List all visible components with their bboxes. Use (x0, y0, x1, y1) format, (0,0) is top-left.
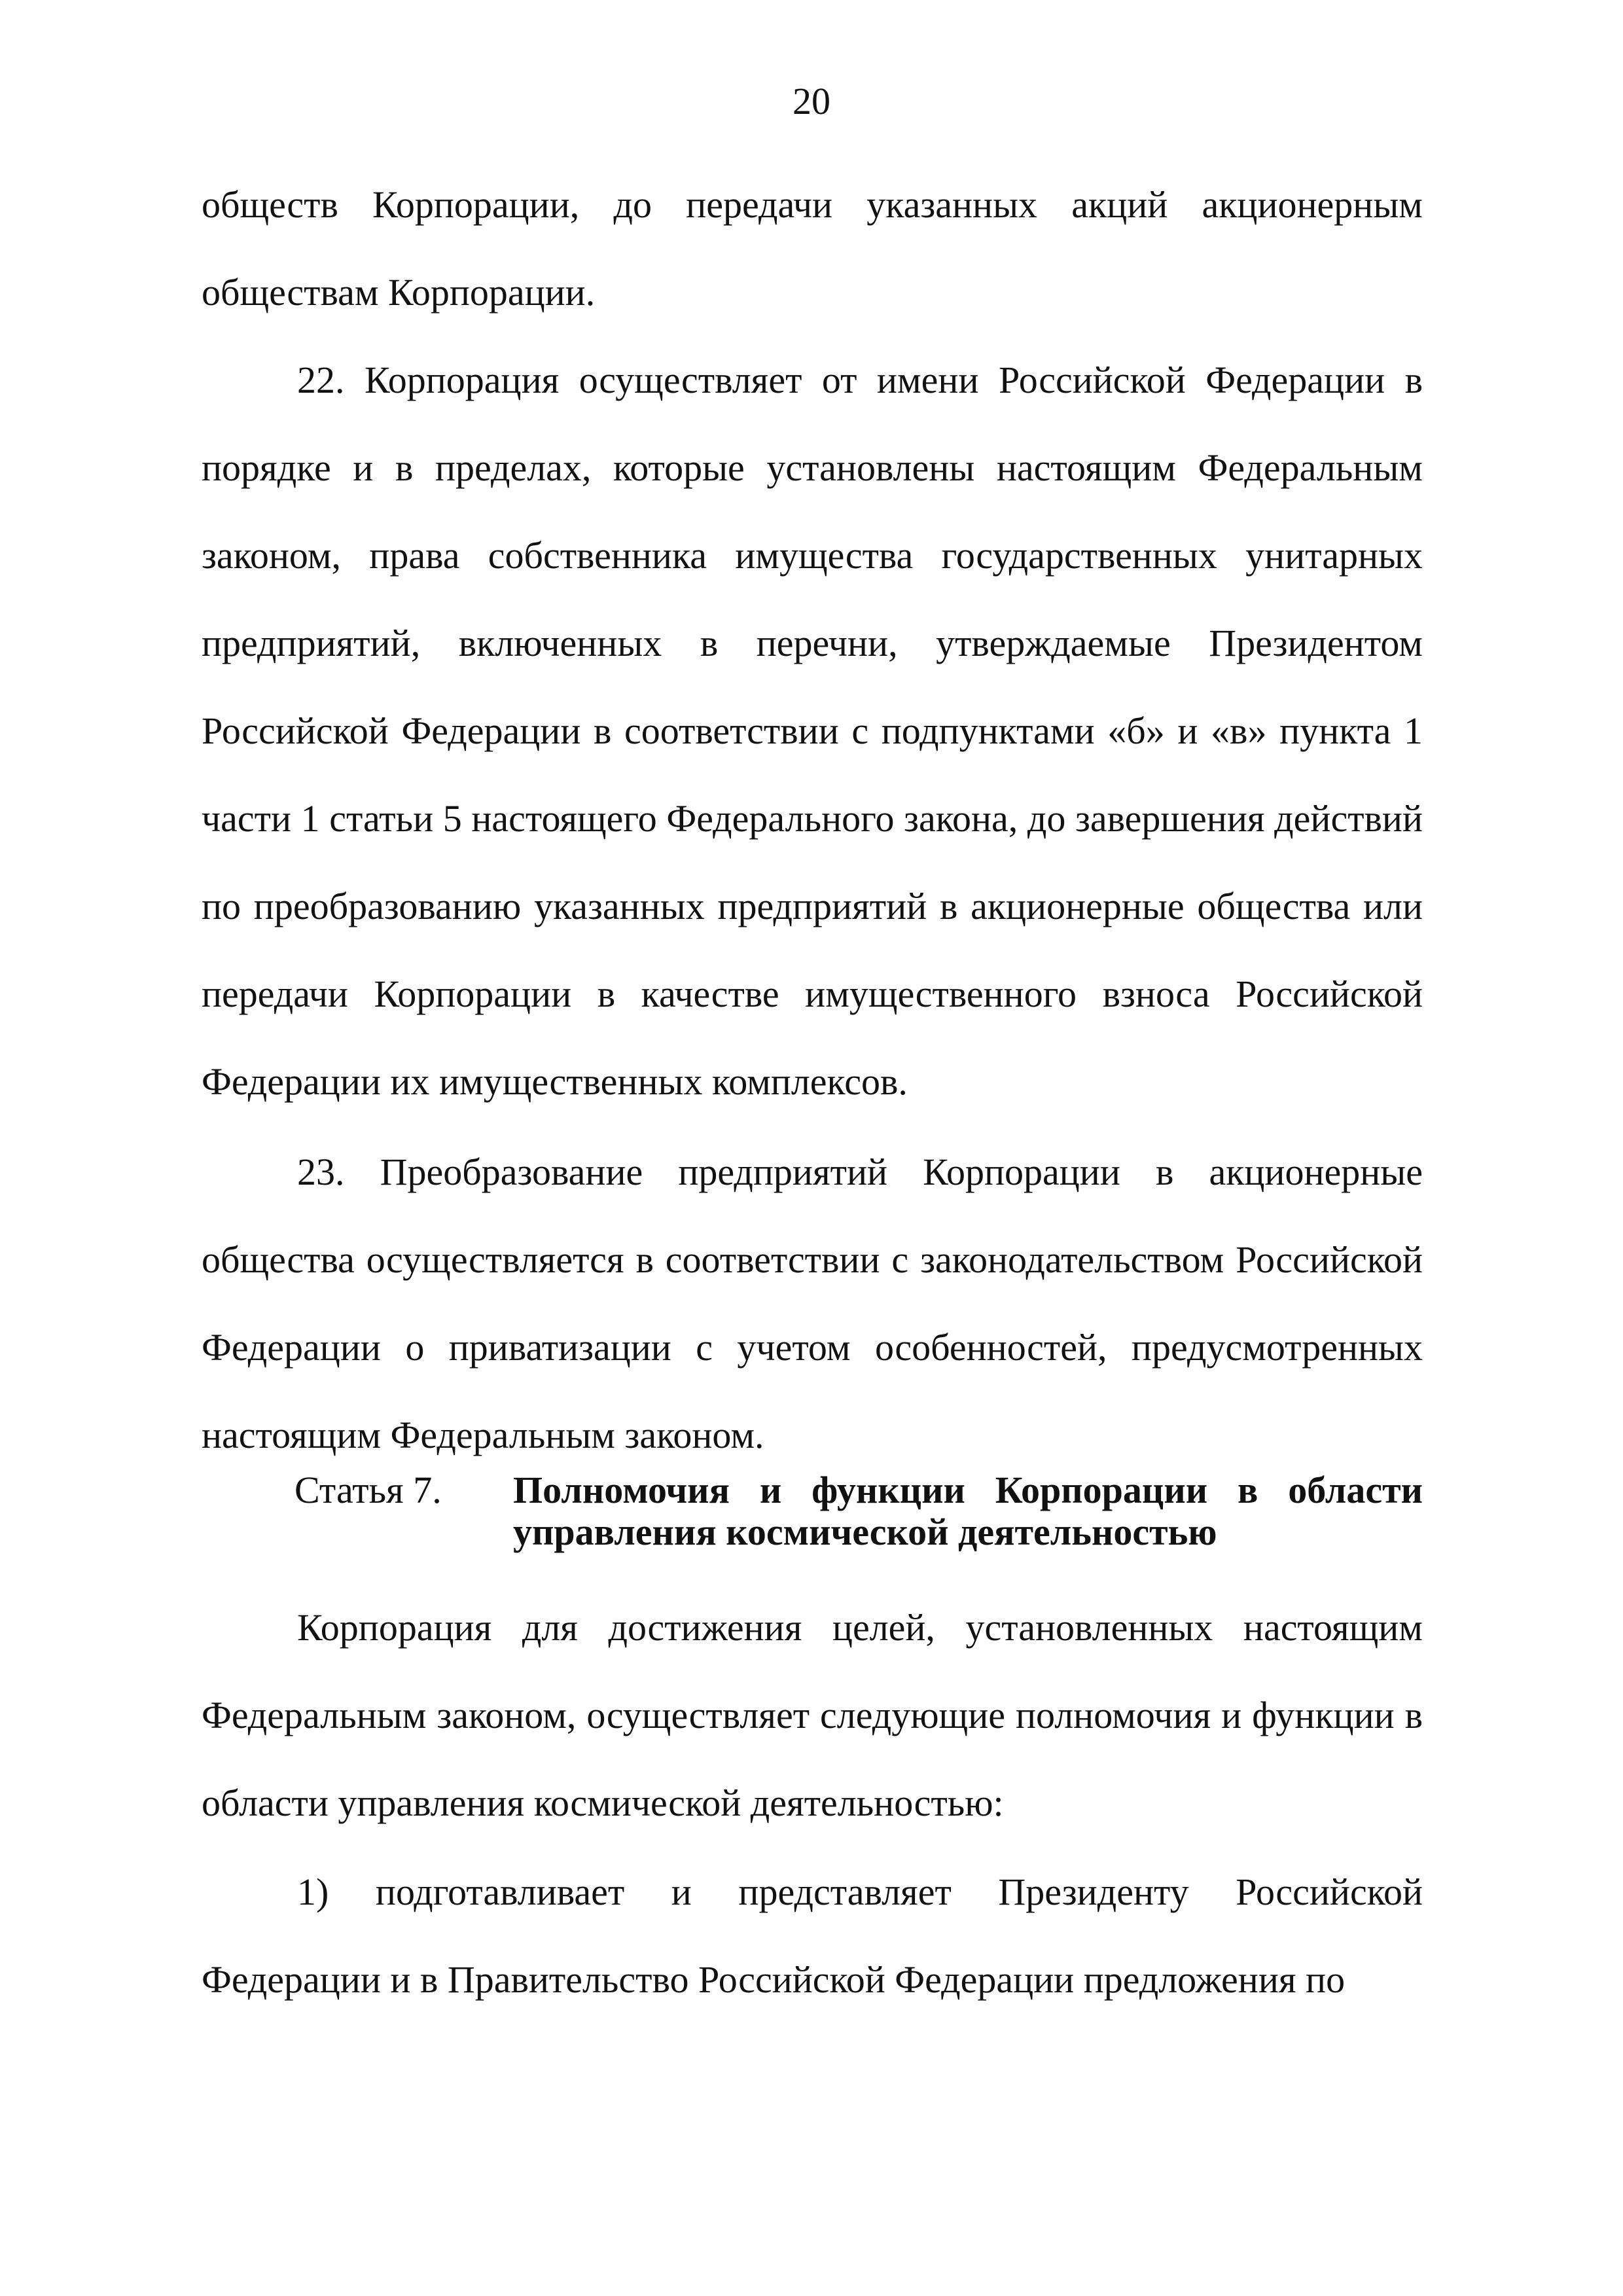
paragraph-continuation: обществ Корпорации, до передачи указанных акций акционерным обществам Корпорации. (202, 183, 1423, 314)
article-title: Полномочия и функции Корпорации в области управления космической деятельностью (513, 1469, 1423, 1553)
page-number: 20 (793, 80, 830, 122)
paragraph-item-23: 23. Преобразование предприятий Корпорации в акционерные общества осуществляется в соответствии с законодательством Российской Федерации о приватизации с учетом особенностей, предусмотренных настоящим Федеральным законом. (202, 1151, 1423, 1456)
article-label: Статья 7. (294, 1469, 442, 1511)
paragraph-article-intro: Корпорация для достижения целей, установленных настоящим Федеральным законом, осуществляет следующие полномочия и функции в области управления космической деятельностью: (202, 1606, 1423, 1824)
paragraph-item-22: 22. Корпорация осуществляет от имени Российской Федерации в порядке и в пределах, которые установлены настоящим Федеральным законом, права собственника имущества государственных унитарных предприятий, включенных в перечни, утверждаемые Президентом Российской Федерации в соответствии с подпунктами «б» и «в» пункта 1 части 1 статьи 5 настоящего Федерального закона, до завершения действий по преобразованию указанных предприятий в акционерные общества или передачи Корпорации в качестве имущественного взноса Российской Федерации их имущественных комплексов. (202, 359, 1423, 1103)
paragraph-article-item-1: 1) подготавливает и представляет Президенту Российской Федерации и в Правительство Российской Федерации предложения по (202, 1871, 1423, 2001)
